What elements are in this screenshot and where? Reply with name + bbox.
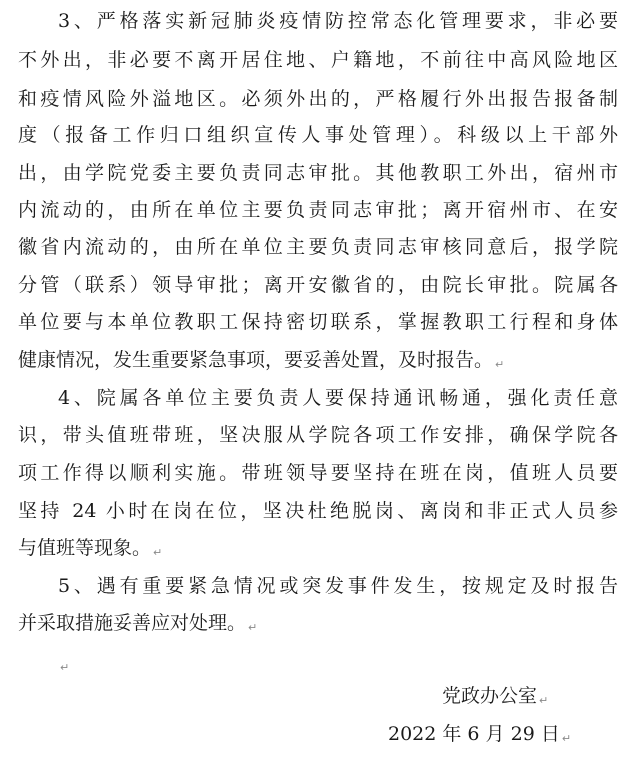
- paragraph-4-line: 与值班等现象。: [18, 537, 152, 559]
- paragraph-3-line: 和疫情风险外溢地区。必须外出的，严格履行外出报告报备制: [18, 88, 618, 110]
- paragraph-mark-icon: ↵: [60, 661, 70, 674]
- paragraph-5-line: 并采取措施妥善应对处理。: [18, 612, 247, 634]
- paragraph-3-line: 徽省内流动的，由所在单位主要负责同志审核同意后，报学院: [18, 236, 618, 258]
- paragraph-3-last-line: [18, 345, 618, 375]
- paragraph-5-last-line: [18, 608, 618, 638]
- date-text: 2022 年 6 月 29 日: [388, 723, 560, 745]
- signature-date: [388, 719, 571, 749]
- paragraph-4-last-line: [18, 533, 618, 563]
- paragraph-3-line: 健康情况，发生重要紧急事项，要妥善处置，及时报告。: [18, 349, 494, 371]
- paragraph-4-line: 坚持 24 小时在岗在位，坚决杜绝脱岗、离岗和非正式人员参: [18, 500, 618, 522]
- paragraph-3-line: 3、严格落实新冠肺炎疫情防控常态化管理要求，非必要: [58, 10, 618, 32]
- office-name: 党政办公室: [442, 685, 538, 707]
- paragraph-3-line: 度（报备工作归口组织宣传人事处管理）。科级以上干部外: [18, 124, 618, 146]
- paragraph-3-line: 单位要与本单位教职工保持密切联系，掌握教职工行程和身体: [18, 311, 618, 333]
- signature-office: [442, 681, 548, 711]
- paragraph-mark-icon: ↵: [561, 732, 572, 745]
- paragraph-mark-icon: ↵: [495, 358, 505, 371]
- paragraph-4-line: 4、院属各单位主要负责人要保持通讯畅通，强化责任意: [58, 387, 618, 409]
- paragraph-3-line: 分管（联系）领导审批；离开安徽省的，由院长审批。院属各: [18, 274, 618, 296]
- paragraph-3-line: 出，由学院党委主要负责同志审批。其他教职工外出，宿州市: [18, 162, 618, 184]
- paragraph-3-line: 内流动的，由所在单位主要负责同志审批；离开宿州市、在安: [18, 199, 618, 221]
- empty-paragraph: [58, 648, 643, 678]
- paragraph-4-line: 识，带头值班带班，坚决服从学院各项工作安排，确保学院各: [18, 424, 618, 446]
- paragraph-4-line: 项工作得以顺利实施。带班领导要坚持在班在岗，值班人员要: [18, 462, 618, 484]
- paragraph-5-line: 5、遇有重要紧急情况或突发事件发生，按规定及时报告: [58, 575, 618, 597]
- paragraph-mark-icon: ↵: [153, 546, 163, 559]
- paragraph-3-line: 不外出，非必要不离开居住地、户籍地，不前往中高风险地区: [18, 49, 618, 71]
- paragraph-mark-icon: ↵: [539, 694, 549, 707]
- paragraph-mark-icon: ↵: [248, 621, 258, 634]
